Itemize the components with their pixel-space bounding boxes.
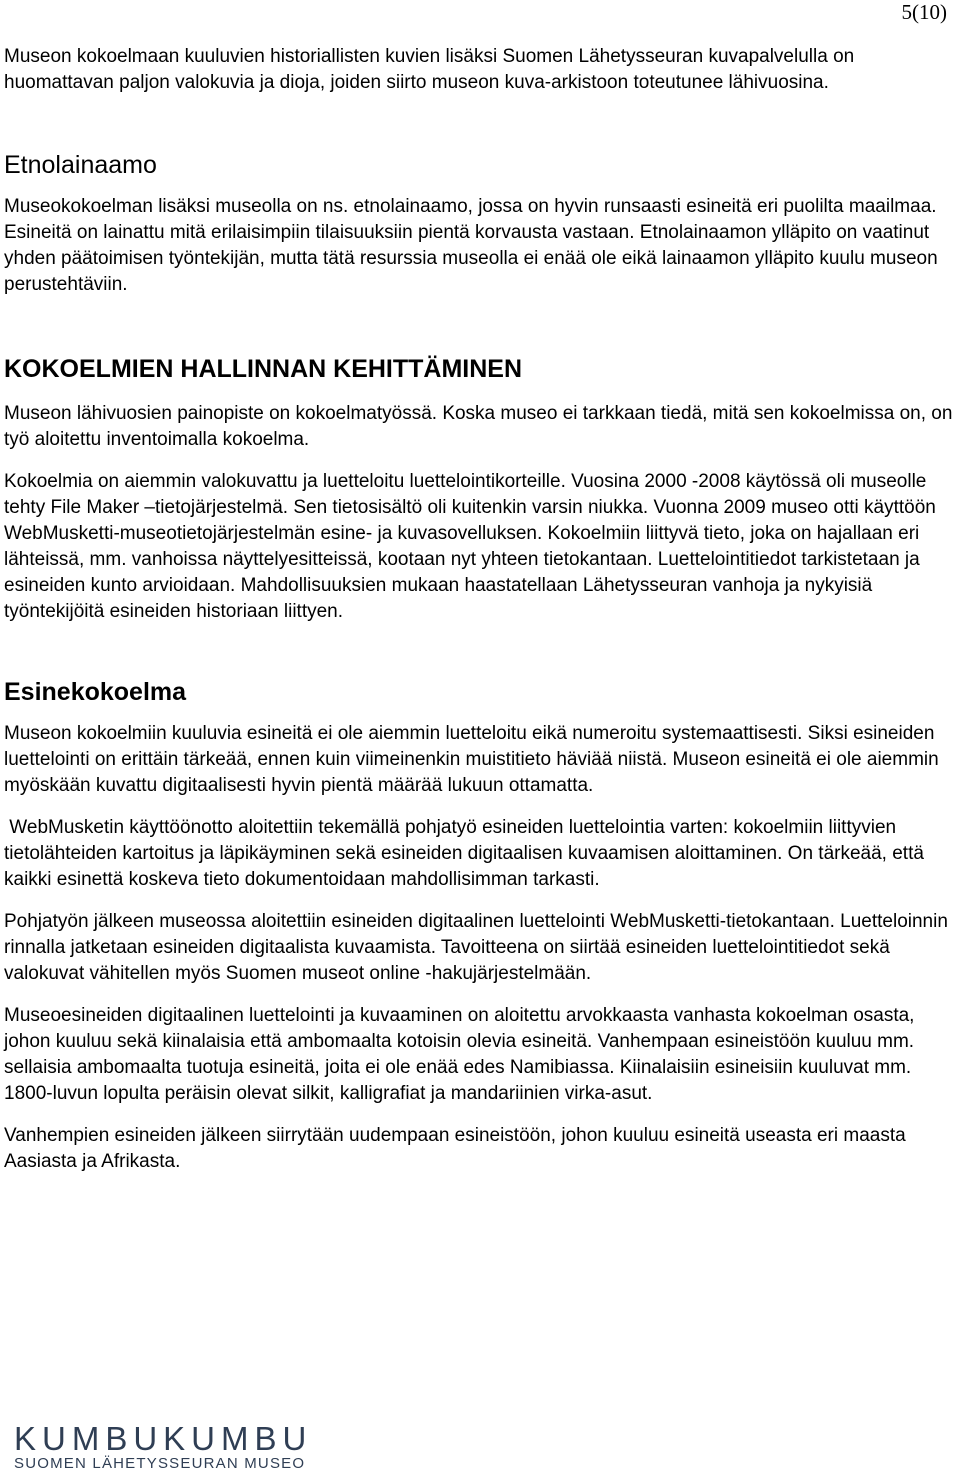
intro-paragraph: Museon kokoelmaan kuuluvien historiallisten kuvien lisäksi Suomen Lähetysseuran kuvapalvelulla on huomattavan paljon valokuvia ja dioja, joiden siirto museon kuva-arkistoon toteutunee lähivuosina. [4,46,855,93]
esinekokoelma-paragraph-4: Museoesineiden digitaalinen luettelointi ja kuvaaminen on aloitettu arvokkaasta vanhasta kokoelman osasta, johon kuuluu sekä kiinalaisia että ambomaalta kotoisin olevia esineitä. Vanhempaan esineistöön kuuluu mm. sellaisia ambomaalta tuotuja esineitä, joita ei ole enää edes Namibiassa. Kiinalaisiin esineisiin kuuluvat mm. 1800-luvun lopulta peräisin olevat silkit, kalligrafiat ja mandariinien virka-asut. [4,1005,915,1104]
etnolainaamo-heading: Etnolainaamo [4,151,157,179]
esinekokoelma-paragraph-5: Vanhempien esineiden jälkeen siirrytään uudempaan esineistöön, johon kuuluu esineitä useasta eri maasta Aasiasta ja Afrikasta. [4,1125,906,1172]
esinekokoelma-heading: Esinekokoelma [4,678,187,706]
logo-wordmark: KUMBUKUMBU [14,1420,313,1457]
logo-subtitle: SUOMEN LÄHETYSSEURAN MUSEO [14,1455,306,1472]
document-body [4,44,956,1175]
esinekokoelma-paragraph-3: Pohjatyön jälkeen museossa aloitettiin esineiden digitaalinen luettelointi WebMusketti-tietokantaan. Luetteloinnin rinnalla jatketaan esineiden digitaalista kuvaamista. Tavoitteena on siirtää esineiden luettelointitiedot sekä valokuvat vähitellen myös Suomen museot online -hakujärjestelmään. [4,911,948,984]
kehittaminen-paragraph-1: Museon lähivuosien painopiste on kokoelmatyössä. Koska museo ei tarkkaan tiedä, mitä sen kokoelmissa on, on työ aloitettu inventoimalla kokoelma. [4,403,953,450]
page-number: 5(10) [901,0,947,24]
etnolainaamo-paragraph: Museokokoelman lisäksi museolla on ns. etnolainaamo, jossa on hyvin runsaasti esineitä eri puolilta maailmaa. Esineitä on lainattu mitä erilaisimpiin tilaisuuksiin pientä korvausta vastaan. Etnolainaamon ylläpito on vaatinut yhden päätoimisen työntekijän, mutta tätä resurssia museolla ei enää ole eikä lainaamon ylläpito kuulu museon perustehtäviin. [4,196,938,295]
kehittaminen-heading: KOKOELMIEN HALLINNAN KEHITTÄMINEN [4,355,523,383]
museum-logo [14,1422,312,1472]
kehittaminen-paragraph-2: Kokoelmia on aiemmin valokuvattu ja luetteloitu luettelointikorteille. Vuosina 2000 -2008 käytössä oli museolle tehty File Maker –tietojärjestelmä. Sen tietosisältö oli kuitenkin varsin niukka. Vuonna 2009 museo otti käyttöön WebMusketti-museotietojärjestelmän esine- ja kuvasovelluksen. Kokoelmiin liittyvä tieto, joka on hajallaan eri lähteissä, mm. vanhoissa näyttelyesitteissä, kootaan nyt yhteen tietokantaan. Luettelointitiedot tarkistetaan ja esineiden kunto arvioidaan. Mahdollisuuksien mukaan haastatellaan Lähetysseuran vanhoja ja nykyisiä työntekijöitä esineiden historiaan liittyen. [4,471,936,622]
esinekokoelma-paragraph-1: Museon kokoelmiin kuuluvia esineitä ei ole aiemmin luetteloitu eikä numeroitu systemaattisesti. Siksi esineiden luettelointi on erittäin tärkeää, ennen kuin viimeinenkin muistitieto häviää niistä. Museon esineitä ei ole aiemmin myöskään kuvattu digitaalisesti hyvin pientä määrää lukuun ottamatta. [4,723,939,796]
esinekokoelma-paragraph-2: WebMusketin käyttöönotto aloitettiin tekemällä pohjatyö esineiden luettelointia varten: kokoelmiin liittyvien tietolähteiden kartoitus ja läpikäyminen sekä esineiden digitaalisen kuvaamisen aloittaminen. On tärkeää, että kaikki esinettä koskeva tieto dokumentoidaan mahdollisimman tarkasti. [4,817,930,890]
